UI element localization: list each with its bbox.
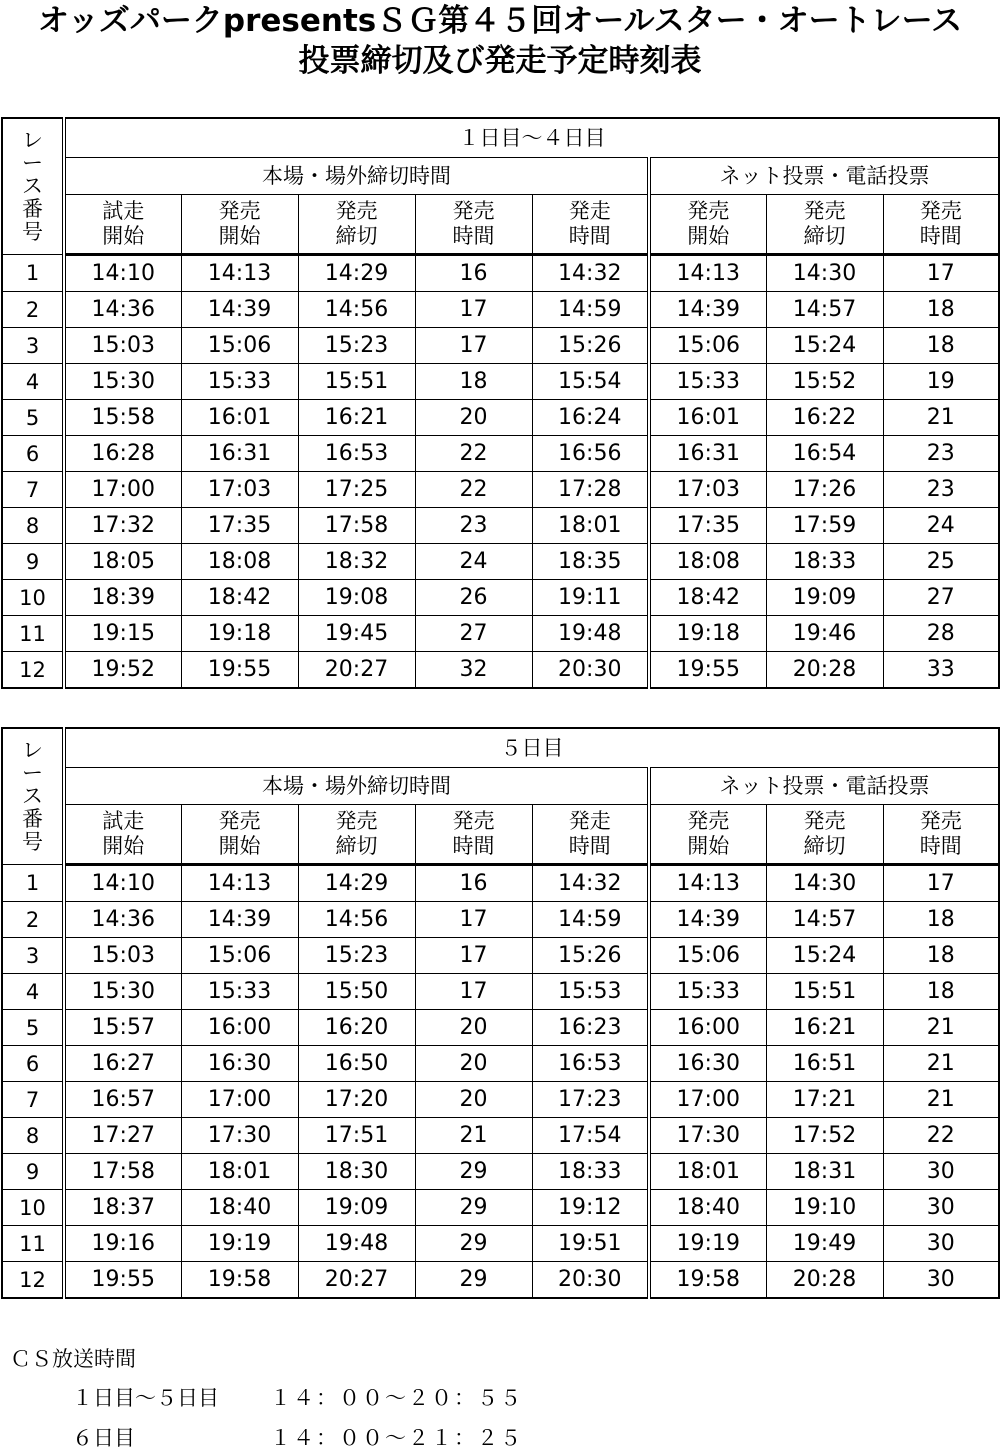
time-cell: 15:06 — [181, 938, 298, 974]
cs-broadcast-label: ６日目 — [72, 1426, 135, 1450]
column-header: 発売 締切 — [766, 195, 883, 255]
time-cell: 19:16 — [64, 1226, 181, 1262]
race-number-cell: 9 — [2, 1154, 64, 1190]
time-cell: 17 — [415, 292, 532, 328]
time-cell: 19 — [883, 364, 999, 400]
time-cell: 16 — [415, 865, 532, 902]
time-cell: 16:51 — [766, 1046, 883, 1082]
race-number-cell: 6 — [2, 436, 64, 472]
time-cell: 15:23 — [298, 328, 415, 364]
time-cell: 14:59 — [532, 292, 649, 328]
time-cell: 19:19 — [649, 1226, 766, 1262]
time-cell: 17:35 — [181, 508, 298, 544]
time-cell: 15:33 — [649, 974, 766, 1010]
time-cell: 26 — [415, 580, 532, 616]
table-row — [2, 436, 999, 472]
time-cell: 22 — [883, 1118, 999, 1154]
time-cell: 19:18 — [181, 616, 298, 652]
time-cell: 20:28 — [766, 1262, 883, 1299]
time-cell: 24 — [883, 508, 999, 544]
table-row — [2, 974, 999, 1010]
time-cell: 19:08 — [298, 580, 415, 616]
time-cell: 32 — [415, 652, 532, 689]
time-cell: 28 — [883, 616, 999, 652]
race-number-cell: 1 — [2, 865, 64, 902]
table-row — [2, 508, 999, 544]
time-cell: 15:23 — [298, 938, 415, 974]
time-cell: 15:58 — [64, 400, 181, 436]
time-cell: 18 — [415, 364, 532, 400]
time-cell: 16:53 — [532, 1046, 649, 1082]
time-cell: 15:24 — [766, 328, 883, 364]
race-number-cell: 5 — [2, 1010, 64, 1046]
time-cell: 20:27 — [298, 652, 415, 689]
time-cell: 16:23 — [532, 1010, 649, 1046]
time-cell: 15:30 — [64, 974, 181, 1010]
time-cell: 14:10 — [64, 865, 181, 902]
time-cell: 15:06 — [649, 328, 766, 364]
time-cell: 22 — [415, 472, 532, 508]
race-number-header: レ ー ス 番 号 — [2, 118, 64, 255]
time-cell: 30 — [883, 1190, 999, 1226]
column-header: 発売 締切 — [298, 195, 415, 255]
time-cell: 14:13 — [181, 865, 298, 902]
time-cell: 18:01 — [181, 1154, 298, 1190]
time-cell: 19:58 — [181, 1262, 298, 1299]
cs-broadcast-title: ＣＳ放送時間 — [10, 1347, 136, 1371]
time-cell: 18:32 — [298, 544, 415, 580]
column-header: 発売 締切 — [766, 805, 883, 865]
table-row — [2, 616, 999, 652]
time-cell: 29 — [415, 1190, 532, 1226]
time-cell: 14:10 — [64, 255, 181, 292]
time-cell: 17:52 — [766, 1118, 883, 1154]
time-cell: 17:03 — [181, 472, 298, 508]
time-cell: 19:48 — [298, 1226, 415, 1262]
column-header: 発売 開始 — [649, 805, 766, 865]
time-cell: 19:51 — [532, 1226, 649, 1262]
table-row — [2, 1118, 999, 1154]
time-cell: 14:39 — [181, 292, 298, 328]
time-cell: 18:40 — [181, 1190, 298, 1226]
net-group-header: ネット投票・電話投票 — [649, 158, 999, 195]
time-cell: 18:08 — [181, 544, 298, 580]
time-cell: 16:53 — [298, 436, 415, 472]
column-header: 発売 開始 — [181, 195, 298, 255]
race-number-cell: 4 — [2, 974, 64, 1010]
time-cell: 19:19 — [181, 1226, 298, 1262]
time-cell: 17:03 — [649, 472, 766, 508]
time-cell: 17 — [415, 328, 532, 364]
time-cell: 29 — [415, 1154, 532, 1190]
time-cell: 18:39 — [64, 580, 181, 616]
race-number-header: レ ー ス 番 号 — [2, 728, 64, 865]
time-cell: 18:08 — [649, 544, 766, 580]
time-cell: 18:33 — [766, 544, 883, 580]
time-cell: 16:30 — [649, 1046, 766, 1082]
time-cell: 18:05 — [64, 544, 181, 580]
time-cell: 16:28 — [64, 436, 181, 472]
time-cell: 15:24 — [766, 938, 883, 974]
time-cell: 14:56 — [298, 292, 415, 328]
time-cell: 18:42 — [181, 580, 298, 616]
column-header: 発売 時間 — [883, 195, 999, 255]
time-cell: 33 — [883, 652, 999, 689]
time-cell: 15:53 — [532, 974, 649, 1010]
time-cell: 16:50 — [298, 1046, 415, 1082]
time-cell: 14:29 — [298, 255, 415, 292]
time-cell: 17:35 — [649, 508, 766, 544]
time-cell: 17:00 — [181, 1082, 298, 1118]
time-cell: 17:30 — [181, 1118, 298, 1154]
time-cell: 18:42 — [649, 580, 766, 616]
time-cell: 16:01 — [181, 400, 298, 436]
race-number-cell: 2 — [2, 292, 64, 328]
time-cell: 15:50 — [298, 974, 415, 1010]
table-row — [2, 255, 999, 292]
time-cell: 15:54 — [532, 364, 649, 400]
time-cell: 18:37 — [64, 1190, 181, 1226]
time-cell: 17:26 — [766, 472, 883, 508]
time-cell: 18:01 — [532, 508, 649, 544]
time-cell: 19:10 — [766, 1190, 883, 1226]
table-row — [2, 1010, 999, 1046]
time-cell: 15:03 — [64, 328, 181, 364]
time-cell: 14:30 — [766, 865, 883, 902]
time-cell: 17:23 — [532, 1082, 649, 1118]
time-cell: 15:06 — [649, 938, 766, 974]
time-cell: 16:22 — [766, 400, 883, 436]
table-row — [2, 1046, 999, 1082]
time-cell: 19:55 — [64, 1262, 181, 1299]
time-cell: 14:57 — [766, 902, 883, 938]
time-cell: 14:36 — [64, 902, 181, 938]
time-cell: 19:58 — [649, 1262, 766, 1299]
venue-group-header: 本場・場外締切時間 — [64, 158, 649, 195]
time-cell: 18 — [883, 292, 999, 328]
time-cell: 30 — [883, 1262, 999, 1299]
time-cell: 18 — [883, 902, 999, 938]
time-cell: 17:00 — [64, 472, 181, 508]
time-cell: 14:32 — [532, 255, 649, 292]
time-cell: 18:30 — [298, 1154, 415, 1190]
cs-broadcast-time: １４：００～２０：５５ — [270, 1386, 523, 1410]
time-cell: 20:28 — [766, 652, 883, 689]
time-cell: 14:59 — [532, 902, 649, 938]
time-cell: 23 — [415, 508, 532, 544]
time-cell: 17 — [415, 938, 532, 974]
time-cell: 16:27 — [64, 1046, 181, 1082]
time-cell: 18 — [883, 974, 999, 1010]
time-cell: 21 — [415, 1118, 532, 1154]
time-cell: 17:54 — [532, 1118, 649, 1154]
time-cell: 17:51 — [298, 1118, 415, 1154]
race-number-cell: 12 — [2, 1262, 64, 1299]
race-number-cell: 8 — [2, 508, 64, 544]
race-number-cell: 7 — [2, 1082, 64, 1118]
column-header: 発売 開始 — [181, 805, 298, 865]
time-cell: 19:09 — [298, 1190, 415, 1226]
column-header: 発売 開始 — [649, 195, 766, 255]
time-cell: 17 — [415, 974, 532, 1010]
time-cell: 14:32 — [532, 865, 649, 902]
time-cell: 18:33 — [532, 1154, 649, 1190]
column-header: 発売 時間 — [883, 805, 999, 865]
table-row — [2, 938, 999, 974]
time-cell: 16:01 — [649, 400, 766, 436]
time-cell: 15:33 — [649, 364, 766, 400]
page-subtitle: 投票締切及び発走予定時刻表 — [298, 43, 702, 79]
time-cell: 17:28 — [532, 472, 649, 508]
table-row — [2, 652, 999, 689]
table-row — [2, 292, 999, 328]
time-cell: 27 — [883, 580, 999, 616]
time-cell: 14:30 — [766, 255, 883, 292]
race-number-cell: 12 — [2, 652, 64, 689]
race-number-cell: 1 — [2, 255, 64, 292]
cs-broadcast-label: １日目～５日目 — [72, 1386, 219, 1410]
time-cell: 18:40 — [649, 1190, 766, 1226]
time-cell: 17 — [883, 865, 999, 902]
time-cell: 17:30 — [649, 1118, 766, 1154]
time-cell: 17:25 — [298, 472, 415, 508]
time-cell: 19:46 — [766, 616, 883, 652]
time-cell: 16:21 — [766, 1010, 883, 1046]
table-row — [2, 364, 999, 400]
time-cell: 21 — [883, 1082, 999, 1118]
schedule-table-days-1-4 — [1, 117, 1000, 689]
time-cell: 22 — [415, 436, 532, 472]
column-header: 発売 締切 — [298, 805, 415, 865]
column-header: 発売 時間 — [415, 805, 532, 865]
time-cell: 29 — [415, 1262, 532, 1299]
time-cell: 25 — [883, 544, 999, 580]
time-cell: 20 — [415, 1010, 532, 1046]
time-cell: 14:13 — [181, 255, 298, 292]
time-cell: 15:26 — [532, 938, 649, 974]
time-cell: 18:31 — [766, 1154, 883, 1190]
time-cell: 14:39 — [649, 902, 766, 938]
net-group-header: ネット投票・電話投票 — [649, 768, 999, 805]
race-number-cell: 7 — [2, 472, 64, 508]
page-title: オッズパークpresentsＳＧ第４５回オールスター・オートレース — [37, 3, 963, 39]
time-cell: 17:32 — [64, 508, 181, 544]
period-header: １日目～４日目 — [64, 118, 999, 158]
time-cell: 17:59 — [766, 508, 883, 544]
time-cell: 14:56 — [298, 902, 415, 938]
time-cell: 19:11 — [532, 580, 649, 616]
time-cell: 15:33 — [181, 364, 298, 400]
time-cell: 19:55 — [181, 652, 298, 689]
time-cell: 16:24 — [532, 400, 649, 436]
time-cell: 16:30 — [181, 1046, 298, 1082]
table-row — [2, 902, 999, 938]
race-number-cell: 4 — [2, 364, 64, 400]
time-cell: 15:33 — [181, 974, 298, 1010]
race-number-cell: 3 — [2, 938, 64, 974]
time-cell: 15:51 — [298, 364, 415, 400]
time-cell: 19:48 — [532, 616, 649, 652]
time-cell: 15:57 — [64, 1010, 181, 1046]
time-cell: 18:35 — [532, 544, 649, 580]
time-cell: 29 — [415, 1226, 532, 1262]
column-header: 試走 開始 — [64, 805, 181, 865]
race-number-cell: 8 — [2, 1118, 64, 1154]
time-cell: 16:31 — [181, 436, 298, 472]
time-cell: 21 — [883, 400, 999, 436]
time-cell: 20 — [415, 400, 532, 436]
time-cell: 15:51 — [766, 974, 883, 1010]
column-header: 発売 時間 — [415, 195, 532, 255]
column-header: 発走 時間 — [532, 805, 649, 865]
table-row — [2, 544, 999, 580]
time-cell: 19:49 — [766, 1226, 883, 1262]
time-cell: 19:52 — [64, 652, 181, 689]
time-cell: 15:52 — [766, 364, 883, 400]
race-number-cell: 2 — [2, 902, 64, 938]
race-number-cell: 3 — [2, 328, 64, 364]
time-cell: 27 — [415, 616, 532, 652]
time-cell: 20:30 — [532, 652, 649, 689]
table-row — [2, 400, 999, 436]
time-cell: 16:57 — [64, 1082, 181, 1118]
time-cell: 14:29 — [298, 865, 415, 902]
time-cell: 20:27 — [298, 1262, 415, 1299]
table-row — [2, 328, 999, 364]
table-row — [2, 1226, 999, 1262]
race-number-cell: 5 — [2, 400, 64, 436]
race-number-cell: 11 — [2, 1226, 64, 1262]
time-cell: 24 — [415, 544, 532, 580]
column-header: 試走 開始 — [64, 195, 181, 255]
time-cell: 16:20 — [298, 1010, 415, 1046]
time-cell: 19:55 — [649, 652, 766, 689]
table-row — [2, 1190, 999, 1226]
time-cell: 30 — [883, 1226, 999, 1262]
time-cell: 20 — [415, 1082, 532, 1118]
time-cell: 30 — [883, 1154, 999, 1190]
time-cell: 23 — [883, 472, 999, 508]
race-number-cell: 10 — [2, 1190, 64, 1226]
time-cell: 19:18 — [649, 616, 766, 652]
time-cell: 23 — [883, 436, 999, 472]
table-row — [2, 865, 999, 902]
venue-group-header: 本場・場外締切時間 — [64, 768, 649, 805]
time-cell: 15:06 — [181, 328, 298, 364]
time-cell: 15:03 — [64, 938, 181, 974]
time-cell: 16:00 — [649, 1010, 766, 1046]
time-cell: 16:00 — [181, 1010, 298, 1046]
time-cell: 20:30 — [532, 1262, 649, 1299]
time-cell: 15:30 — [64, 364, 181, 400]
time-cell: 14:36 — [64, 292, 181, 328]
time-cell: 16:56 — [532, 436, 649, 472]
time-cell: 20 — [415, 1046, 532, 1082]
table-row — [2, 580, 999, 616]
time-cell: 17:27 — [64, 1118, 181, 1154]
time-cell: 14:39 — [181, 902, 298, 938]
time-cell: 15:26 — [532, 328, 649, 364]
race-number-cell: 6 — [2, 1046, 64, 1082]
table-row — [2, 1154, 999, 1190]
time-cell: 17 — [415, 902, 532, 938]
table-row — [2, 1262, 999, 1299]
time-cell: 18 — [883, 938, 999, 974]
time-cell: 14:13 — [649, 865, 766, 902]
time-cell: 21 — [883, 1046, 999, 1082]
time-cell: 19:15 — [64, 616, 181, 652]
time-cell: 16:31 — [649, 436, 766, 472]
race-number-cell: 11 — [2, 616, 64, 652]
time-cell: 18:01 — [649, 1154, 766, 1190]
time-cell: 21 — [883, 1010, 999, 1046]
time-cell: 17:58 — [298, 508, 415, 544]
time-cell: 18 — [883, 328, 999, 364]
table-row — [2, 1082, 999, 1118]
period-header: ５日目 — [64, 728, 999, 768]
cs-broadcast-time: １４：００～２１：２５ — [270, 1426, 523, 1450]
time-cell: 16:54 — [766, 436, 883, 472]
race-number-cell: 9 — [2, 544, 64, 580]
table-row — [2, 472, 999, 508]
time-cell: 14:13 — [649, 255, 766, 292]
time-cell: 16 — [415, 255, 532, 292]
time-cell: 17:21 — [766, 1082, 883, 1118]
time-cell: 16:21 — [298, 400, 415, 436]
time-cell: 14:57 — [766, 292, 883, 328]
time-cell: 19:09 — [766, 580, 883, 616]
time-cell: 17:00 — [649, 1082, 766, 1118]
time-cell: 17 — [883, 255, 999, 292]
time-cell: 14:39 — [649, 292, 766, 328]
schedule-table-day-5 — [1, 727, 1000, 1299]
column-header: 発走 時間 — [532, 195, 649, 255]
race-number-cell: 10 — [2, 580, 64, 616]
time-cell: 19:12 — [532, 1190, 649, 1226]
time-cell: 17:58 — [64, 1154, 181, 1190]
time-cell: 17:20 — [298, 1082, 415, 1118]
time-cell: 19:45 — [298, 616, 415, 652]
